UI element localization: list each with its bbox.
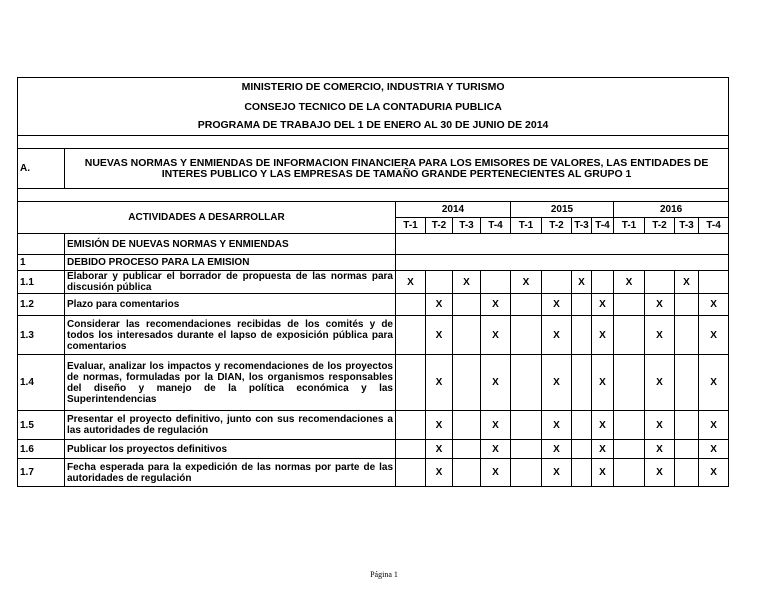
quarter-mark [614,355,645,411]
quarter-mark: X [592,355,614,411]
year-header: 2014 [396,202,511,218]
quarter-mark: X [481,294,511,316]
quarter-mark: X [592,316,614,355]
quarter-mark [453,316,481,355]
quarter-mark [511,440,542,459]
quarter-header: T-1 [396,218,426,234]
quarter-mark [699,271,729,294]
quarter-mark [542,271,572,294]
quarter-mark: X [645,355,675,411]
quarter-mark [511,459,542,487]
quarter-mark: X [699,459,729,487]
section-code: A. [18,149,65,189]
quarter-mark [614,459,645,487]
year-header: 2015 [511,202,614,218]
quarter-mark: X [592,440,614,459]
activity-code: 1.1 [18,271,65,294]
activity-code: 1.2 [18,294,65,316]
quarter-mark [453,355,481,411]
quarter-mark [675,294,699,316]
quarter-mark: X [453,271,481,294]
quarter-mark: X [699,316,729,355]
quarter-mark: X [699,440,729,459]
quarter-mark: X [645,316,675,355]
quarter-mark [572,355,592,411]
quarter-mark: X [675,271,699,294]
quarter-mark [675,411,699,440]
quarter-mark [675,316,699,355]
quarter-mark: X [481,355,511,411]
activity-code: 1.6 [18,440,65,459]
quarter-mark: X [511,271,542,294]
quarter-mark [453,411,481,440]
subheading-empty-cell [396,255,729,271]
quarter-mark: X [542,459,572,487]
quarter-header: T-3 [572,218,592,234]
activity-row [18,459,729,487]
activity-row [18,411,729,440]
quarter-mark: X [481,459,511,487]
activity-row [18,316,729,355]
quarter-mark: X [481,440,511,459]
quarter-header: T-2 [542,218,572,234]
activity-code: 1.7 [18,459,65,487]
quarter-mark [453,440,481,459]
quarter-header: T-2 [645,218,675,234]
council-title: CONSEJO TECNICO DE LA CONTADURIA PUBLICA [18,98,729,117]
activity-description: Fecha esperada para la expedición de las normas por parte de las autoridades de regulación [65,459,396,487]
quarter-mark [572,411,592,440]
year-header: 2016 [614,202,729,218]
activity-code: 1.4 [18,355,65,411]
activity-row [18,294,729,316]
quarter-mark: X [572,271,592,294]
quarter-mark: X [426,316,453,355]
quarter-mark [572,316,592,355]
activity-description: Considerar las recomendaciones recibidas de los comités y de todos los interesados durante el lapso de exposición pública para comentarios [65,316,396,355]
quarter-mark: X [592,411,614,440]
quarter-mark: X [645,294,675,316]
quarter-mark: X [592,294,614,316]
quarter-mark: X [542,355,572,411]
activities-header: ACTIVIDADES A DESARROLLAR [18,202,396,234]
activity-code: 1.5 [18,411,65,440]
activity-row [18,271,729,294]
quarter-mark [453,294,481,316]
activity-description: Plazo para comentarios [65,294,396,316]
quarter-mark [396,411,426,440]
quarter-mark: X [426,355,453,411]
quarter-mark [675,355,699,411]
quarter-mark [614,440,645,459]
quarter-mark: X [645,440,675,459]
quarter-mark [645,271,675,294]
quarter-mark: X [426,440,453,459]
ministry-title: MINISTERIO DE COMERCIO, INDUSTRIA Y TURISMO [18,78,729,98]
quarter-header: T-4 [481,218,511,234]
quarter-mark: X [426,294,453,316]
quarter-mark: X [542,316,572,355]
quarter-mark: X [699,355,729,411]
quarter-mark: X [426,411,453,440]
activity-description: Elaborar y publicar el borrador de propuesta de las normas para discusión pública [65,271,396,294]
quarter-mark: X [542,440,572,459]
activity-row [18,355,729,411]
quarter-mark: X [699,294,729,316]
program-title: PROGRAMA DE TRABAJO DEL 1 DE ENERO AL 30 DE JUNIO DE 2014 [18,117,729,136]
subheading-label: DEBIDO PROCESO PARA LA EMISION [65,255,396,271]
quarter-mark [511,316,542,355]
quarter-mark: X [614,271,645,294]
quarter-mark [614,294,645,316]
quarter-mark [396,440,426,459]
quarter-mark [572,440,592,459]
quarter-mark [426,271,453,294]
spacer-row [18,189,729,202]
quarter-mark [511,355,542,411]
group-code-cell [18,234,65,255]
subheading-code: 1 [18,255,65,271]
quarter-mark: X [426,459,453,487]
spacer-row [18,136,729,149]
work-program-table [17,77,729,487]
activity-description: Publicar los proyectos definitivos [65,440,396,459]
quarter-mark [614,411,645,440]
page-number: Página 1 [370,570,398,579]
quarter-mark [481,271,511,294]
quarter-mark: X [645,411,675,440]
quarter-mark [396,294,426,316]
quarter-mark [614,316,645,355]
quarter-mark [572,459,592,487]
quarter-mark [572,294,592,316]
activity-description: Presentar el proyecto definitivo, junto con sus recomendaciones a las autoridades de regulación [65,411,396,440]
group-title: EMISIÓN DE NUEVAS NORMAS Y ENMIENDAS [65,234,396,255]
group-empty-cell [396,234,729,255]
quarter-mark [592,271,614,294]
quarter-mark: X [645,459,675,487]
quarter-header: T-1 [511,218,542,234]
quarter-mark [675,440,699,459]
activity-row [18,440,729,459]
quarter-mark: X [542,411,572,440]
activity-code: 1.3 [18,316,65,355]
quarter-header: T-4 [699,218,729,234]
quarter-mark: X [592,459,614,487]
quarter-mark [396,316,426,355]
quarter-mark: X [699,411,729,440]
quarter-header: T-3 [453,218,481,234]
section-title: NUEVAS NORMAS Y ENMIENDAS DE INFORMACION FINANCIERA PARA LOS EMISORES DE VALORES, LAS ENTIDADES DE INTERES PUBLICO Y LAS EMPRESAS DE TAMAÑO GRANDE PERTENECIENTES AL GRUPO 1 [65,149,729,189]
quarter-mark: X [481,411,511,440]
quarter-mark: X [481,316,511,355]
quarter-mark [396,459,426,487]
quarter-header: T-3 [675,218,699,234]
quarter-header: T-1 [614,218,645,234]
quarter-mark [675,459,699,487]
quarter-header: T-4 [592,218,614,234]
quarter-mark: X [542,294,572,316]
quarter-mark [511,294,542,316]
quarter-mark [453,459,481,487]
quarter-mark: X [396,271,426,294]
quarter-mark [511,411,542,440]
activity-description: Evaluar, analizar los impactos y recomendaciones de los proyectos de normas, formuladas por la DIAN, los organismos responsables del diseño y manejo de la política económica y las Superintendencias [65,355,396,411]
quarter-header: T-2 [426,218,453,234]
quarter-mark [396,355,426,411]
